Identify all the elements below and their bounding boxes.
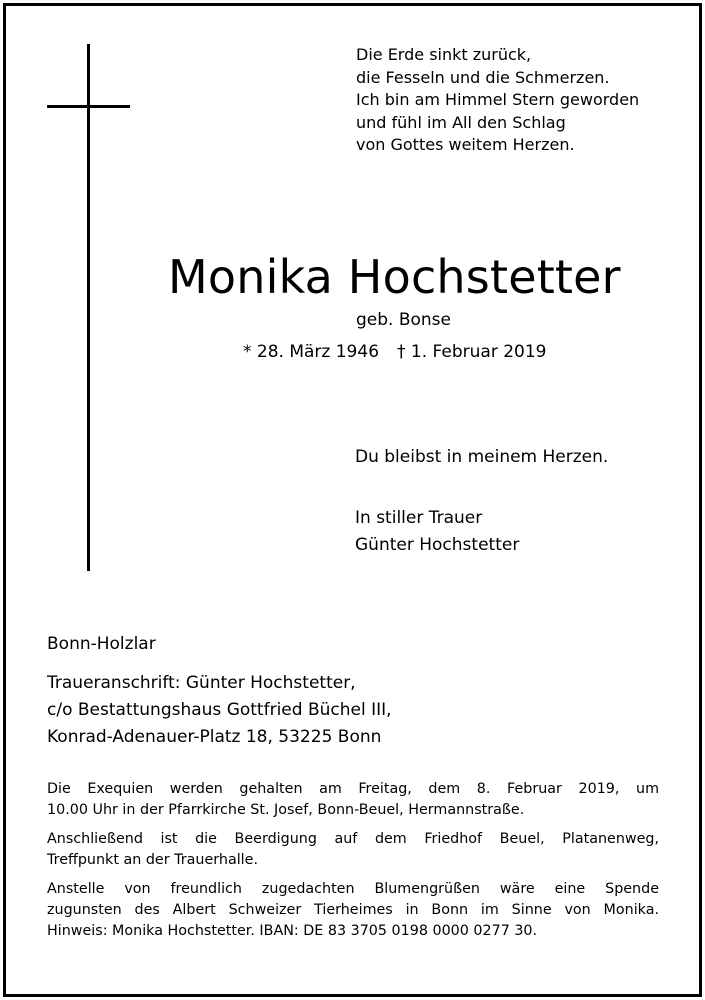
burial-note bbox=[47, 829, 659, 871]
mourner-name: Günter Hochstetter bbox=[355, 535, 520, 555]
cross-horizontal-bar bbox=[47, 105, 130, 108]
note-line: 10.00 Uhr in der Pfarrkirche St. Josef, Bonn-Beuel, Hermannstraße. bbox=[47, 802, 525, 818]
place: Bonn-Holzlar bbox=[47, 634, 156, 654]
mourners bbox=[355, 505, 519, 559]
poem-line: Die Erde sinkt zurück, bbox=[356, 45, 532, 64]
poem-line: die Fesseln und die Schmerzen. bbox=[356, 67, 610, 87]
poem-line: Ich bin am Himmel Stern geworden bbox=[356, 90, 640, 109]
deceased-name: Monika Hochstetter bbox=[168, 250, 621, 304]
motto: Du bleibst in meinem Herzen. bbox=[355, 447, 609, 467]
birth-date: * 28. März 1946 bbox=[243, 342, 380, 362]
note-line: Die Exequien werden gehalten am Freitag, dem 8. Februar 2019, um bbox=[47, 781, 659, 797]
poem-line: von Gottes weitem Herzen. bbox=[356, 135, 575, 154]
maiden-name: geb. Bonse bbox=[356, 310, 452, 330]
service-notes bbox=[47, 779, 659, 950]
mourners-intro: In stiller Trauer bbox=[355, 508, 483, 528]
note-line: Anschließend ist die Beerdigung auf dem Friedhof Beuel, Platanenweg, bbox=[47, 831, 659, 847]
note-line: Anstelle von freundlich zugedachten Blumengrüßen wäre eine Spende bbox=[47, 881, 659, 897]
note-line: zugunsten des Albert Schweizer Tierheimes in Bonn im Sinne von Monika. bbox=[47, 902, 659, 918]
death-date: † 1. Februar 2019 bbox=[397, 342, 547, 362]
address-line: Traueranschrift: Günter Hochstetter, bbox=[47, 673, 356, 693]
funeral-mass-note bbox=[47, 779, 659, 821]
note-line: Hinweis: Monika Hochstetter. IBAN: DE 83 3705 0198 0000 0277 30. bbox=[47, 923, 538, 939]
cross-vertical-bar bbox=[87, 44, 90, 571]
address-line: Konrad-Adenauer-Platz 18, 53225 Bonn bbox=[47, 727, 382, 747]
poem-line: und fühl im All den Schlag bbox=[356, 112, 566, 132]
note-line: Treffpunkt an der Trauerhalle. bbox=[47, 852, 258, 868]
address-line: c/o Bestattungshaus Gottfried Büchel III, bbox=[47, 700, 392, 720]
poem bbox=[356, 44, 639, 157]
mourning-address bbox=[47, 670, 392, 751]
donation-note bbox=[47, 879, 659, 942]
life-dates bbox=[243, 342, 546, 362]
